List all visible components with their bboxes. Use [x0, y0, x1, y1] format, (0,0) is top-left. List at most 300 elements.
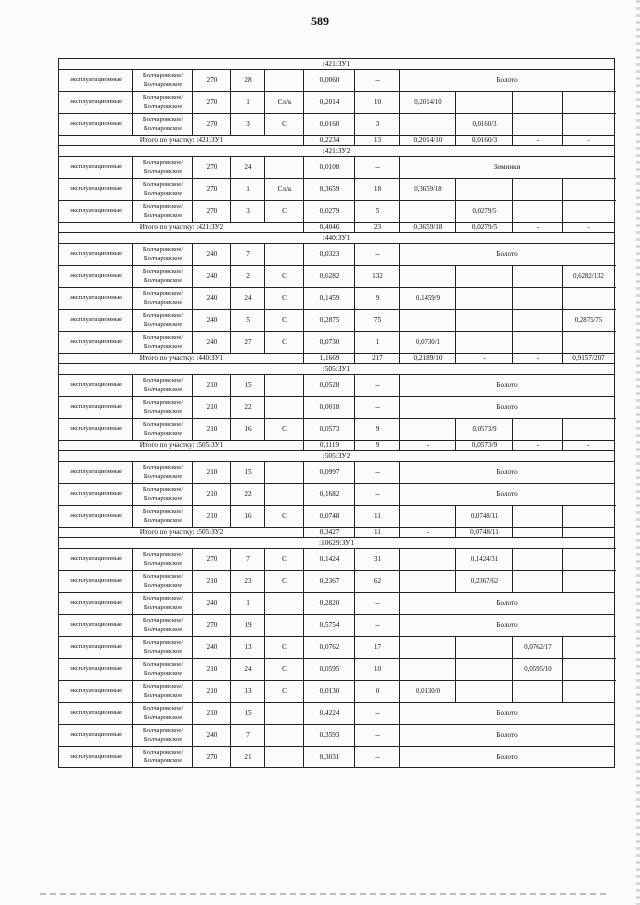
area-value: 0,6282 [303, 265, 355, 287]
table-row [58, 156, 615, 178]
col-8-value: 0,0130/0 [399, 680, 456, 702]
stock-value: -- [354, 156, 400, 178]
area-value: 0,2820 [303, 592, 355, 614]
total-col-11 [562, 527, 615, 537]
land-type-note: Болото [399, 746, 615, 768]
col-10-value [512, 287, 563, 309]
col-12-value: 0,2875/75 [562, 309, 615, 331]
quarter-number: 240 [192, 331, 231, 353]
plot-header-row [58, 145, 615, 156]
table-row [58, 724, 615, 746]
area-value: 0,0762 [303, 636, 355, 658]
forest-category: эксплуатационные [58, 69, 133, 91]
quarter-number: 210 [192, 396, 231, 418]
forest-category: эксплуатационные [58, 483, 133, 505]
total-label: Итого по участку: :421:ЗУ2 [58, 222, 304, 232]
forestry-district: Болчаровское/ Болчаровское [132, 113, 193, 135]
table-row [58, 658, 615, 680]
forest-category: эксплуатационные [58, 418, 133, 440]
land-type-note: Зимники [399, 156, 615, 178]
forestry-district: Болчаровское/ Болчаровское [132, 91, 193, 113]
stock-value: -- [354, 374, 400, 396]
col-9-value: 0,1424/31 [455, 548, 513, 570]
forestry-district: Болчаровское/ Болчаровское [132, 570, 193, 592]
forestry-district: Болчаровское/ Болчаровское [132, 396, 193, 418]
col-10-value [512, 113, 563, 135]
total-label: Итого по участку: :505:ЗУ2 [58, 527, 304, 537]
forestry-district: Болчаровское/ Болчаровское [132, 287, 193, 309]
table-row [58, 483, 615, 505]
stock-value: 31 [354, 548, 400, 570]
forestry-district: Болчаровское/ Болчаровское [132, 658, 193, 680]
dominant-species: Сл/к [264, 178, 304, 200]
forestry-district: Болчаровское/ Болчаровское [132, 724, 193, 746]
compartment-number: 16 [230, 418, 265, 440]
table-row [58, 702, 615, 724]
dominant-species: Сл/к [264, 91, 304, 113]
col-12-value [562, 178, 615, 200]
dominant-species [264, 592, 304, 614]
forestry-district: Болчаровское/ Болчаровское [132, 374, 193, 396]
stock-value: -- [354, 592, 400, 614]
table-row [58, 592, 615, 614]
table-row [58, 418, 615, 440]
area-value: 0,0018 [303, 396, 355, 418]
col-12-value [562, 331, 615, 353]
col-8-value [399, 200, 456, 222]
area-value: 0,0528 [303, 374, 355, 396]
forest-category: эксплуатационные [58, 548, 133, 570]
compartment-number: 1 [230, 178, 265, 200]
table-row [58, 287, 615, 309]
total-col-10: - [512, 135, 563, 145]
col-12-value [562, 570, 615, 592]
table-row [58, 396, 615, 418]
table-row [58, 113, 615, 135]
compartment-number: 13 [230, 636, 265, 658]
plot-total-row [58, 440, 615, 450]
total-col-11: - [562, 222, 615, 232]
land-type-note: Болото [399, 592, 615, 614]
compartment-number: 24 [230, 287, 265, 309]
forest-category: эксплуатационные [58, 461, 133, 483]
quarter-number: 270 [192, 156, 231, 178]
plot-id: :421:ЗУ1 [58, 58, 615, 69]
col-8-value: 0,3659/18 [399, 178, 456, 200]
total-col-10: - [512, 222, 563, 232]
col-8-value [399, 548, 456, 570]
plot-header-row [58, 232, 615, 243]
total-area: 0,4046 [303, 222, 355, 232]
forestry-district: Болчаровское/ Болчаровское [132, 309, 193, 331]
col-10-value [512, 570, 563, 592]
quarter-number: 270 [192, 91, 231, 113]
col-9-value [455, 178, 513, 200]
quarter-number: 240 [192, 265, 231, 287]
area-value: 0,0130 [303, 680, 355, 702]
col-9-value: 0,0279/5 [455, 200, 513, 222]
area-value: 0,3031 [303, 746, 355, 768]
forestry-district: Болчаровское/ Болчаровское [132, 331, 193, 353]
col-8-value [399, 309, 456, 331]
col-9-value [455, 636, 513, 658]
forest-category: эксплуатационные [58, 396, 133, 418]
table-row [58, 374, 615, 396]
dominant-species: С [264, 200, 304, 222]
area-value: 0,1459 [303, 287, 355, 309]
area-value: 0,5754 [303, 614, 355, 636]
forestry-district: Болчаровское/ Болчаровское [132, 505, 193, 527]
plot-total-row [58, 527, 615, 537]
stock-value: 132 [354, 265, 400, 287]
area-value: 0,0573 [303, 418, 355, 440]
area-value: 0,0997 [303, 461, 355, 483]
compartment-number: 24 [230, 658, 265, 680]
page-number: 589 [311, 14, 329, 28]
area-value: 0,0323 [303, 243, 355, 265]
total-volume: 13 [354, 135, 400, 145]
total-col-8: 0,3659/18 [399, 222, 456, 232]
total-col-11: - [562, 135, 615, 145]
col-9-value [455, 265, 513, 287]
stock-value: 11 [354, 505, 400, 527]
table-row [58, 680, 615, 702]
quarter-number: 270 [192, 113, 231, 135]
dominant-species: С [264, 331, 304, 353]
table-row [58, 505, 615, 527]
land-type-note: Болото [399, 69, 615, 91]
land-type-note: Болото [399, 374, 615, 396]
forest-category: эксплуатационные [58, 702, 133, 724]
table-row [58, 309, 615, 331]
col-12-value [562, 680, 615, 702]
total-col-9: - [455, 353, 513, 363]
compartment-number: 1 [230, 592, 265, 614]
quarter-number: 240 [192, 287, 231, 309]
forestry-district: Болчаровское/ Болчаровское [132, 636, 193, 658]
forest-category: эксплуатационные [58, 746, 133, 768]
col-10-value [512, 418, 563, 440]
quarter-number: 210 [192, 570, 231, 592]
total-area: 0,3427 [303, 527, 355, 537]
stock-value: -- [354, 702, 400, 724]
forestry-district: Болчаровское/ Болчаровское [132, 548, 193, 570]
stock-value: 9 [354, 287, 400, 309]
table-row [58, 200, 615, 222]
table-row [58, 69, 615, 91]
col-9-value: 0,0160/3 [455, 113, 513, 135]
forest-category: эксплуатационные [58, 374, 133, 396]
col-9-value [455, 680, 513, 702]
compartment-number: 28 [230, 69, 265, 91]
quarter-number: 210 [192, 374, 231, 396]
plot-id: :440:ЗУ1 [58, 232, 615, 243]
table-row [58, 746, 615, 768]
stock-value: -- [354, 461, 400, 483]
total-label: Итого по участку: :505:ЗУ1 [58, 440, 304, 450]
dominant-species: С [264, 309, 304, 331]
compartment-number: 2 [230, 265, 265, 287]
quarter-number: 270 [192, 548, 231, 570]
forest-category: эксплуатационные [58, 243, 133, 265]
area-value: 0,0279 [303, 200, 355, 222]
compartment-number: 15 [230, 702, 265, 724]
scan-edge-artifact [636, 0, 640, 905]
forest-category: эксплуатационные [58, 287, 133, 309]
plot-header-row [58, 537, 615, 548]
stock-value: 10 [354, 91, 400, 113]
col-8-value [399, 636, 456, 658]
quarter-number: 270 [192, 746, 231, 768]
stock-value: -- [354, 724, 400, 746]
forest-category: эксплуатационные [58, 156, 133, 178]
compartment-number: 19 [230, 614, 265, 636]
forest-category: эксплуатационные [58, 309, 133, 331]
dominant-species: С [264, 265, 304, 287]
quarter-number: 210 [192, 418, 231, 440]
dominant-species: С [264, 636, 304, 658]
dominant-species: С [264, 287, 304, 309]
quarter-number: 240 [192, 592, 231, 614]
compartment-number: 23 [230, 570, 265, 592]
plot-id: :505:ЗУ2 [58, 450, 615, 461]
quarter-number: 240 [192, 309, 231, 331]
dominant-species [264, 702, 304, 724]
compartment-number: 15 [230, 461, 265, 483]
forest-category: эксплуатационные [58, 680, 133, 702]
col-10-value [512, 331, 563, 353]
total-col-9: 0,0573/9 [455, 440, 513, 450]
col-8-value: 0,2014/10 [399, 91, 456, 113]
col-12-value: 0,6282/132 [562, 265, 615, 287]
forest-category: эксплуатационные [58, 592, 133, 614]
compartment-number: 27 [230, 331, 265, 353]
land-type-note: Болото [399, 483, 615, 505]
dominant-species [264, 483, 304, 505]
plot-id: :505:ЗУ1 [58, 363, 615, 374]
plot-header-row [58, 363, 615, 374]
total-col-8: 0,2014/10 [399, 135, 456, 145]
forestry-district: Болчаровское/ Болчаровское [132, 243, 193, 265]
total-col-8: - [399, 440, 456, 450]
dominant-species: С [264, 570, 304, 592]
col-10-value [512, 91, 563, 113]
dominant-species [264, 461, 304, 483]
forest-category: эксплуатационные [58, 113, 133, 135]
forestry-district: Болчаровское/ Болчаровское [132, 178, 193, 200]
compartment-number: 16 [230, 505, 265, 527]
area-value: 0,0108 [303, 156, 355, 178]
stock-value: -- [354, 243, 400, 265]
forestry-district: Болчаровское/ Болчаровское [132, 614, 193, 636]
table-row [58, 614, 615, 636]
forestry-district: Болчаровское/ Болчаровское [132, 200, 193, 222]
stock-value: 5 [354, 200, 400, 222]
col-12-value [562, 658, 615, 680]
stock-value: -- [354, 396, 400, 418]
forest-category: эксплуатационные [58, 91, 133, 113]
forestry-district: Болчаровское/ Болчаровское [132, 592, 193, 614]
stock-value: -- [354, 483, 400, 505]
col-8-value: 0,0730/1 [399, 331, 456, 353]
col-9-value [455, 309, 513, 331]
area-value: 0,3593 [303, 724, 355, 746]
col-8-value: 0,1459/9 [399, 287, 456, 309]
compartment-number: 13 [230, 680, 265, 702]
compartment-number: 7 [230, 724, 265, 746]
col-9-value: 0,0573/9 [455, 418, 513, 440]
quarter-number: 210 [192, 505, 231, 527]
plot-total-row [58, 353, 615, 363]
col-9-value [455, 331, 513, 353]
col-10-value [512, 200, 563, 222]
forest-category: эксплуатационные [58, 265, 133, 287]
compartment-number: 1 [230, 91, 265, 113]
compartment-number: 15 [230, 374, 265, 396]
forestry-district: Болчаровское/ Болчаровское [132, 418, 193, 440]
land-type-note: Болото [399, 396, 615, 418]
compartment-number: 3 [230, 113, 265, 135]
col-12-value [562, 200, 615, 222]
total-label: Итого по участку: :421:ЗУ1 [58, 135, 304, 145]
dominant-species: С [264, 505, 304, 527]
forestry-district: Болчаровское/ Болчаровское [132, 69, 193, 91]
total-volume: 9 [354, 440, 400, 450]
total-col-11: - [562, 440, 615, 450]
col-10-value: 0,0595/10 [512, 658, 563, 680]
col-9-value: 0,0748/11 [455, 505, 513, 527]
col-10-value [512, 178, 563, 200]
col-12-value [562, 636, 615, 658]
total-area: 0,2234 [303, 135, 355, 145]
table-row [58, 461, 615, 483]
col-10-value: 0,0762/17 [512, 636, 563, 658]
stock-value: 62 [354, 570, 400, 592]
total-col-10 [512, 527, 563, 537]
dominant-species: С [264, 113, 304, 135]
forest-category: эксплуатационные [58, 200, 133, 222]
compartment-number: 7 [230, 548, 265, 570]
col-10-value [512, 548, 563, 570]
dominant-species: С [264, 658, 304, 680]
forest-category: эксплуатационные [58, 614, 133, 636]
table-row [58, 331, 615, 353]
total-col-9: 0,0279/5 [455, 222, 513, 232]
quarter-number: 210 [192, 680, 231, 702]
dominant-species [264, 374, 304, 396]
total-col-8: - [399, 527, 456, 537]
forest-category: эксплуатационные [58, 636, 133, 658]
plot-total-row [58, 135, 615, 145]
land-type-note: Болото [399, 243, 615, 265]
plot-id: :10629:ЗУ1 [58, 537, 615, 548]
land-type-note: Болото [399, 461, 615, 483]
dominant-species [264, 69, 304, 91]
scan-bottom-artifact [40, 893, 610, 895]
compartment-number: 3 [230, 200, 265, 222]
total-col-9: 0,0748/11 [455, 527, 513, 537]
area-value: 0,1424 [303, 548, 355, 570]
col-10-value [512, 309, 563, 331]
total-col-8: 0,2189/10 [399, 353, 456, 363]
forest-category: эксплуатационные [58, 331, 133, 353]
table-row [58, 636, 615, 658]
stock-value: 0 [354, 680, 400, 702]
stock-value: -- [354, 614, 400, 636]
stock-value: 9 [354, 418, 400, 440]
stock-value: 1 [354, 331, 400, 353]
stock-value: -- [354, 746, 400, 768]
quarter-number: 210 [192, 483, 231, 505]
area-value: 0,3659 [303, 178, 355, 200]
plot-header-row [58, 450, 615, 461]
col-8-value [399, 570, 456, 592]
stock-value: -- [354, 69, 400, 91]
col-9-value [455, 91, 513, 113]
total-volume: 217 [354, 353, 400, 363]
table-row [58, 548, 615, 570]
col-12-value [562, 287, 615, 309]
forest-category: эксплуатационные [58, 570, 133, 592]
compartment-number: 7 [230, 243, 265, 265]
dominant-species [264, 156, 304, 178]
col-12-value [562, 113, 615, 135]
area-value: 0,4224 [303, 702, 355, 724]
area-value: 0,1682 [303, 483, 355, 505]
dominant-species [264, 614, 304, 636]
area-value: 0,0730 [303, 331, 355, 353]
dominant-species [264, 243, 304, 265]
table-row [58, 265, 615, 287]
total-area: 0,1119 [303, 440, 355, 450]
total-label: Итого по участку: :440:ЗУ1 [58, 353, 304, 363]
total-volume: 23 [354, 222, 400, 232]
compartment-number: 24 [230, 156, 265, 178]
quarter-number: 240 [192, 243, 231, 265]
col-10-value [512, 265, 563, 287]
quarter-number: 270 [192, 200, 231, 222]
col-9-value [455, 658, 513, 680]
land-type-note: Болото [399, 614, 615, 636]
area-value: 0,0595 [303, 658, 355, 680]
forest-category: эксплуатационные [58, 658, 133, 680]
total-col-9: 0,0160/3 [455, 135, 513, 145]
dominant-species [264, 746, 304, 768]
col-12-value [562, 548, 615, 570]
col-8-value [399, 418, 456, 440]
dominant-species [264, 396, 304, 418]
plot-id: :421:ЗУ2 [58, 145, 615, 156]
quarter-number: 240 [192, 636, 231, 658]
area-value: 0,2875 [303, 309, 355, 331]
col-12-value [562, 505, 615, 527]
dominant-species: С [264, 548, 304, 570]
quarter-number: 240 [192, 724, 231, 746]
total-col-10: - [512, 353, 563, 363]
compartment-number: 5 [230, 309, 265, 331]
land-type-note: Болото [399, 724, 615, 746]
forestry-district: Болчаровское/ Болчаровское [132, 746, 193, 768]
total-col-11: 0,9157/207 [562, 353, 615, 363]
col-8-value [399, 505, 456, 527]
stock-value: 3 [354, 113, 400, 135]
total-area: 1,1669 [303, 353, 355, 363]
plot-header-row [58, 58, 615, 69]
land-type-note: Болото [399, 702, 615, 724]
col-10-value [512, 680, 563, 702]
col-9-value [455, 287, 513, 309]
col-12-value [562, 418, 615, 440]
